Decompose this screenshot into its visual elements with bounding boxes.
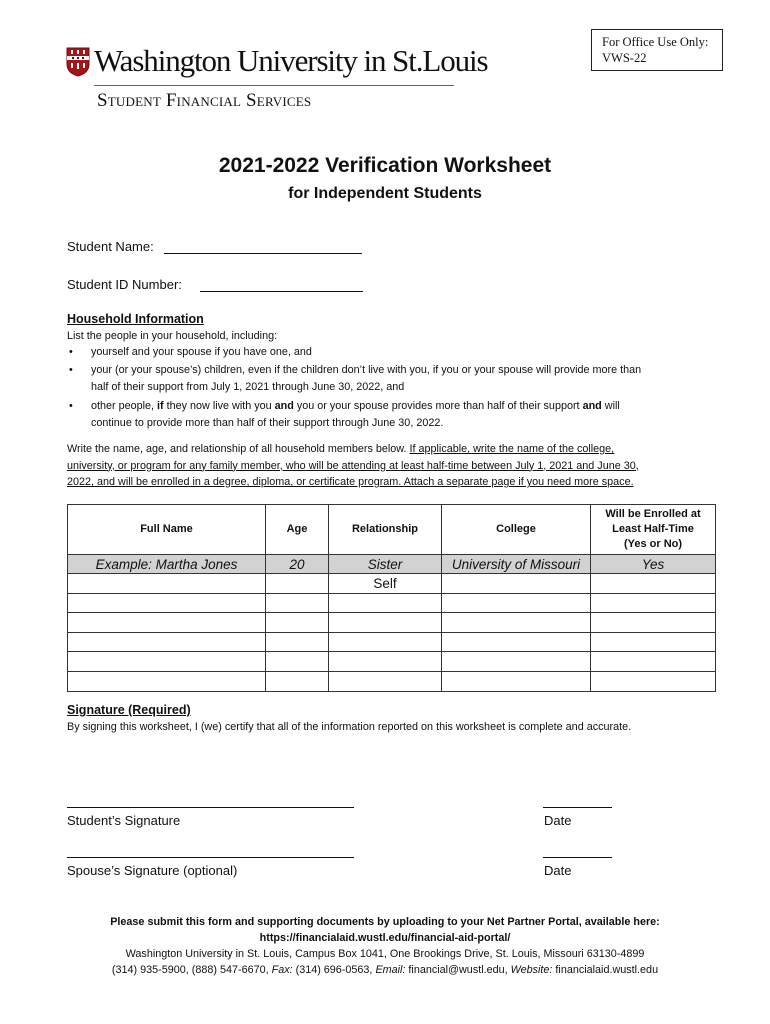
example-college: University of Missouri [442, 555, 591, 574]
university-name: Washington University in St.Louis [94, 43, 488, 78]
household-bullet-1: yourself and your spouse if you have one, and [91, 346, 312, 358]
table-row [68, 593, 716, 613]
signature-heading: Signature (Required) [67, 703, 191, 717]
example-enrolled: Yes [591, 555, 716, 574]
household-instructions: Write the name, age, and relationship of all household members below. If applicable, write the name of the college, university, or program for any family member, who will be attending at least half-time between July 1, 2021 and June 30, 2022, and will be enrolled in a degree, diploma, or certificate program. Attach a separate page if you need more space. [67, 443, 639, 488]
cell-enrolled[interactable] [591, 652, 716, 672]
cell-relationship[interactable]: Self [329, 574, 442, 594]
cell-name[interactable] [68, 652, 266, 672]
cell-college[interactable] [442, 574, 591, 594]
household-heading: Household Information [67, 312, 204, 326]
example-age: 20 [266, 555, 329, 574]
cell-college[interactable] [442, 671, 591, 691]
office-use-label: For Office Use Only: [602, 35, 709, 49]
cell-relationship[interactable] [329, 593, 442, 613]
cell-name[interactable] [68, 574, 266, 594]
spouse-date-label: Date [544, 863, 572, 878]
student-signature-label: Student’s Signature [67, 813, 181, 828]
cell-name[interactable] [68, 613, 266, 633]
university-shield-logo [66, 47, 90, 77]
footer-contact: (314) 935-5900, (888) 547-6670, Fax: (314) 696-0563, Email: financial@wustl.edu, Website: financialaid.wustl.edu [111, 964, 659, 976]
table-row [68, 613, 716, 633]
table-row [68, 671, 716, 691]
example-name: Example: Martha Jones [68, 555, 266, 574]
cell-college[interactable] [442, 652, 591, 672]
cell-age[interactable] [266, 574, 329, 594]
table-row [68, 632, 716, 652]
student-signature-line[interactable] [67, 807, 354, 808]
table-row [68, 652, 716, 672]
header-enrolled: Will be Enrolled at Least Half-Time (Yes or No) [591, 505, 716, 555]
worksheet-subtitle: for Independent Students [288, 185, 482, 202]
cell-age[interactable] [266, 613, 329, 633]
worksheet-title: 2021-2022 Verification Worksheet [218, 154, 552, 177]
cell-relationship[interactable] [329, 632, 442, 652]
footer-website[interactable]: financialaid.wustl.edu [552, 964, 659, 976]
department-name: Student Financial Services [97, 90, 312, 111]
cell-college[interactable] [442, 632, 591, 652]
household-table [67, 504, 716, 692]
household-bullet-2: your (or your spouse’s) children, even if the children don’t live with you, if you or your spouse will provide more than half of their support from July 1, 2021 through June 30, 2022, and [91, 364, 642, 393]
student-name-field[interactable] [164, 253, 362, 254]
spouse-date-line[interactable] [543, 857, 612, 858]
example-relationship: Sister [329, 555, 442, 574]
footer-instructions: Please submit this form and supporting documents by uploading to your Net Partner Portal, available here: [110, 916, 660, 928]
cell-college[interactable] [442, 613, 591, 633]
footer-portal-link[interactable]: https://financialaid.wustl.edu/financial-aid-portal/ [259, 932, 511, 944]
bullet-dot: • [69, 400, 73, 412]
table-row [68, 574, 716, 594]
cell-age[interactable] [266, 632, 329, 652]
footer-address: Washington University in St. Louis, Campus Box 1041, One Brookings Drive, St. Louis, Missouri 63130-4899 [125, 948, 645, 960]
household-bullet-3: other people, if they now live with you and you or your spouse provides more than half of their support and will continue to provide more than half of their support through June 30, 2022. [91, 400, 620, 429]
spouse-signature-line[interactable] [67, 857, 354, 858]
header-college: College [442, 505, 591, 555]
bullet-dot: • [69, 346, 73, 358]
footer-email[interactable]: financial@wustl.edu, [405, 964, 511, 976]
cell-college[interactable] [442, 593, 591, 613]
cell-enrolled[interactable] [591, 593, 716, 613]
cell-relationship[interactable] [329, 671, 442, 691]
office-use-box [591, 29, 723, 71]
table-example-row [68, 555, 716, 574]
cell-enrolled[interactable] [591, 613, 716, 633]
bullet-dot: • [69, 364, 73, 376]
office-form-code: VWS-22 [602, 51, 647, 65]
cell-enrolled[interactable] [591, 574, 716, 594]
student-date-line[interactable] [543, 807, 612, 808]
student-id-label: Student ID Number: [67, 277, 182, 292]
cell-name[interactable] [68, 671, 266, 691]
cell-age[interactable] [266, 593, 329, 613]
header-full-name: Full Name [68, 505, 266, 555]
student-id-field[interactable] [200, 291, 363, 292]
header-age: Age [266, 505, 329, 555]
student-name-label: Student Name: [67, 239, 154, 254]
cell-age[interactable] [266, 652, 329, 672]
cell-name[interactable] [68, 632, 266, 652]
signature-statement: By signing this worksheet, I (we) certify that all of the information reported on this worksheet is complete and accurate. [67, 721, 632, 733]
header-relationship: Relationship [329, 505, 442, 555]
table-header-row [68, 505, 716, 555]
spouse-signature-label: Spouse’s Signature (optional) [67, 863, 238, 878]
cell-relationship[interactable] [329, 652, 442, 672]
cell-relationship[interactable] [329, 613, 442, 633]
cell-name[interactable] [68, 593, 266, 613]
household-intro: List the people in your household, including: [67, 330, 278, 342]
cell-enrolled[interactable] [591, 632, 716, 652]
student-date-label: Date [544, 813, 572, 828]
header-rule [94, 85, 454, 86]
cell-age[interactable] [266, 671, 329, 691]
cell-enrolled[interactable] [591, 671, 716, 691]
